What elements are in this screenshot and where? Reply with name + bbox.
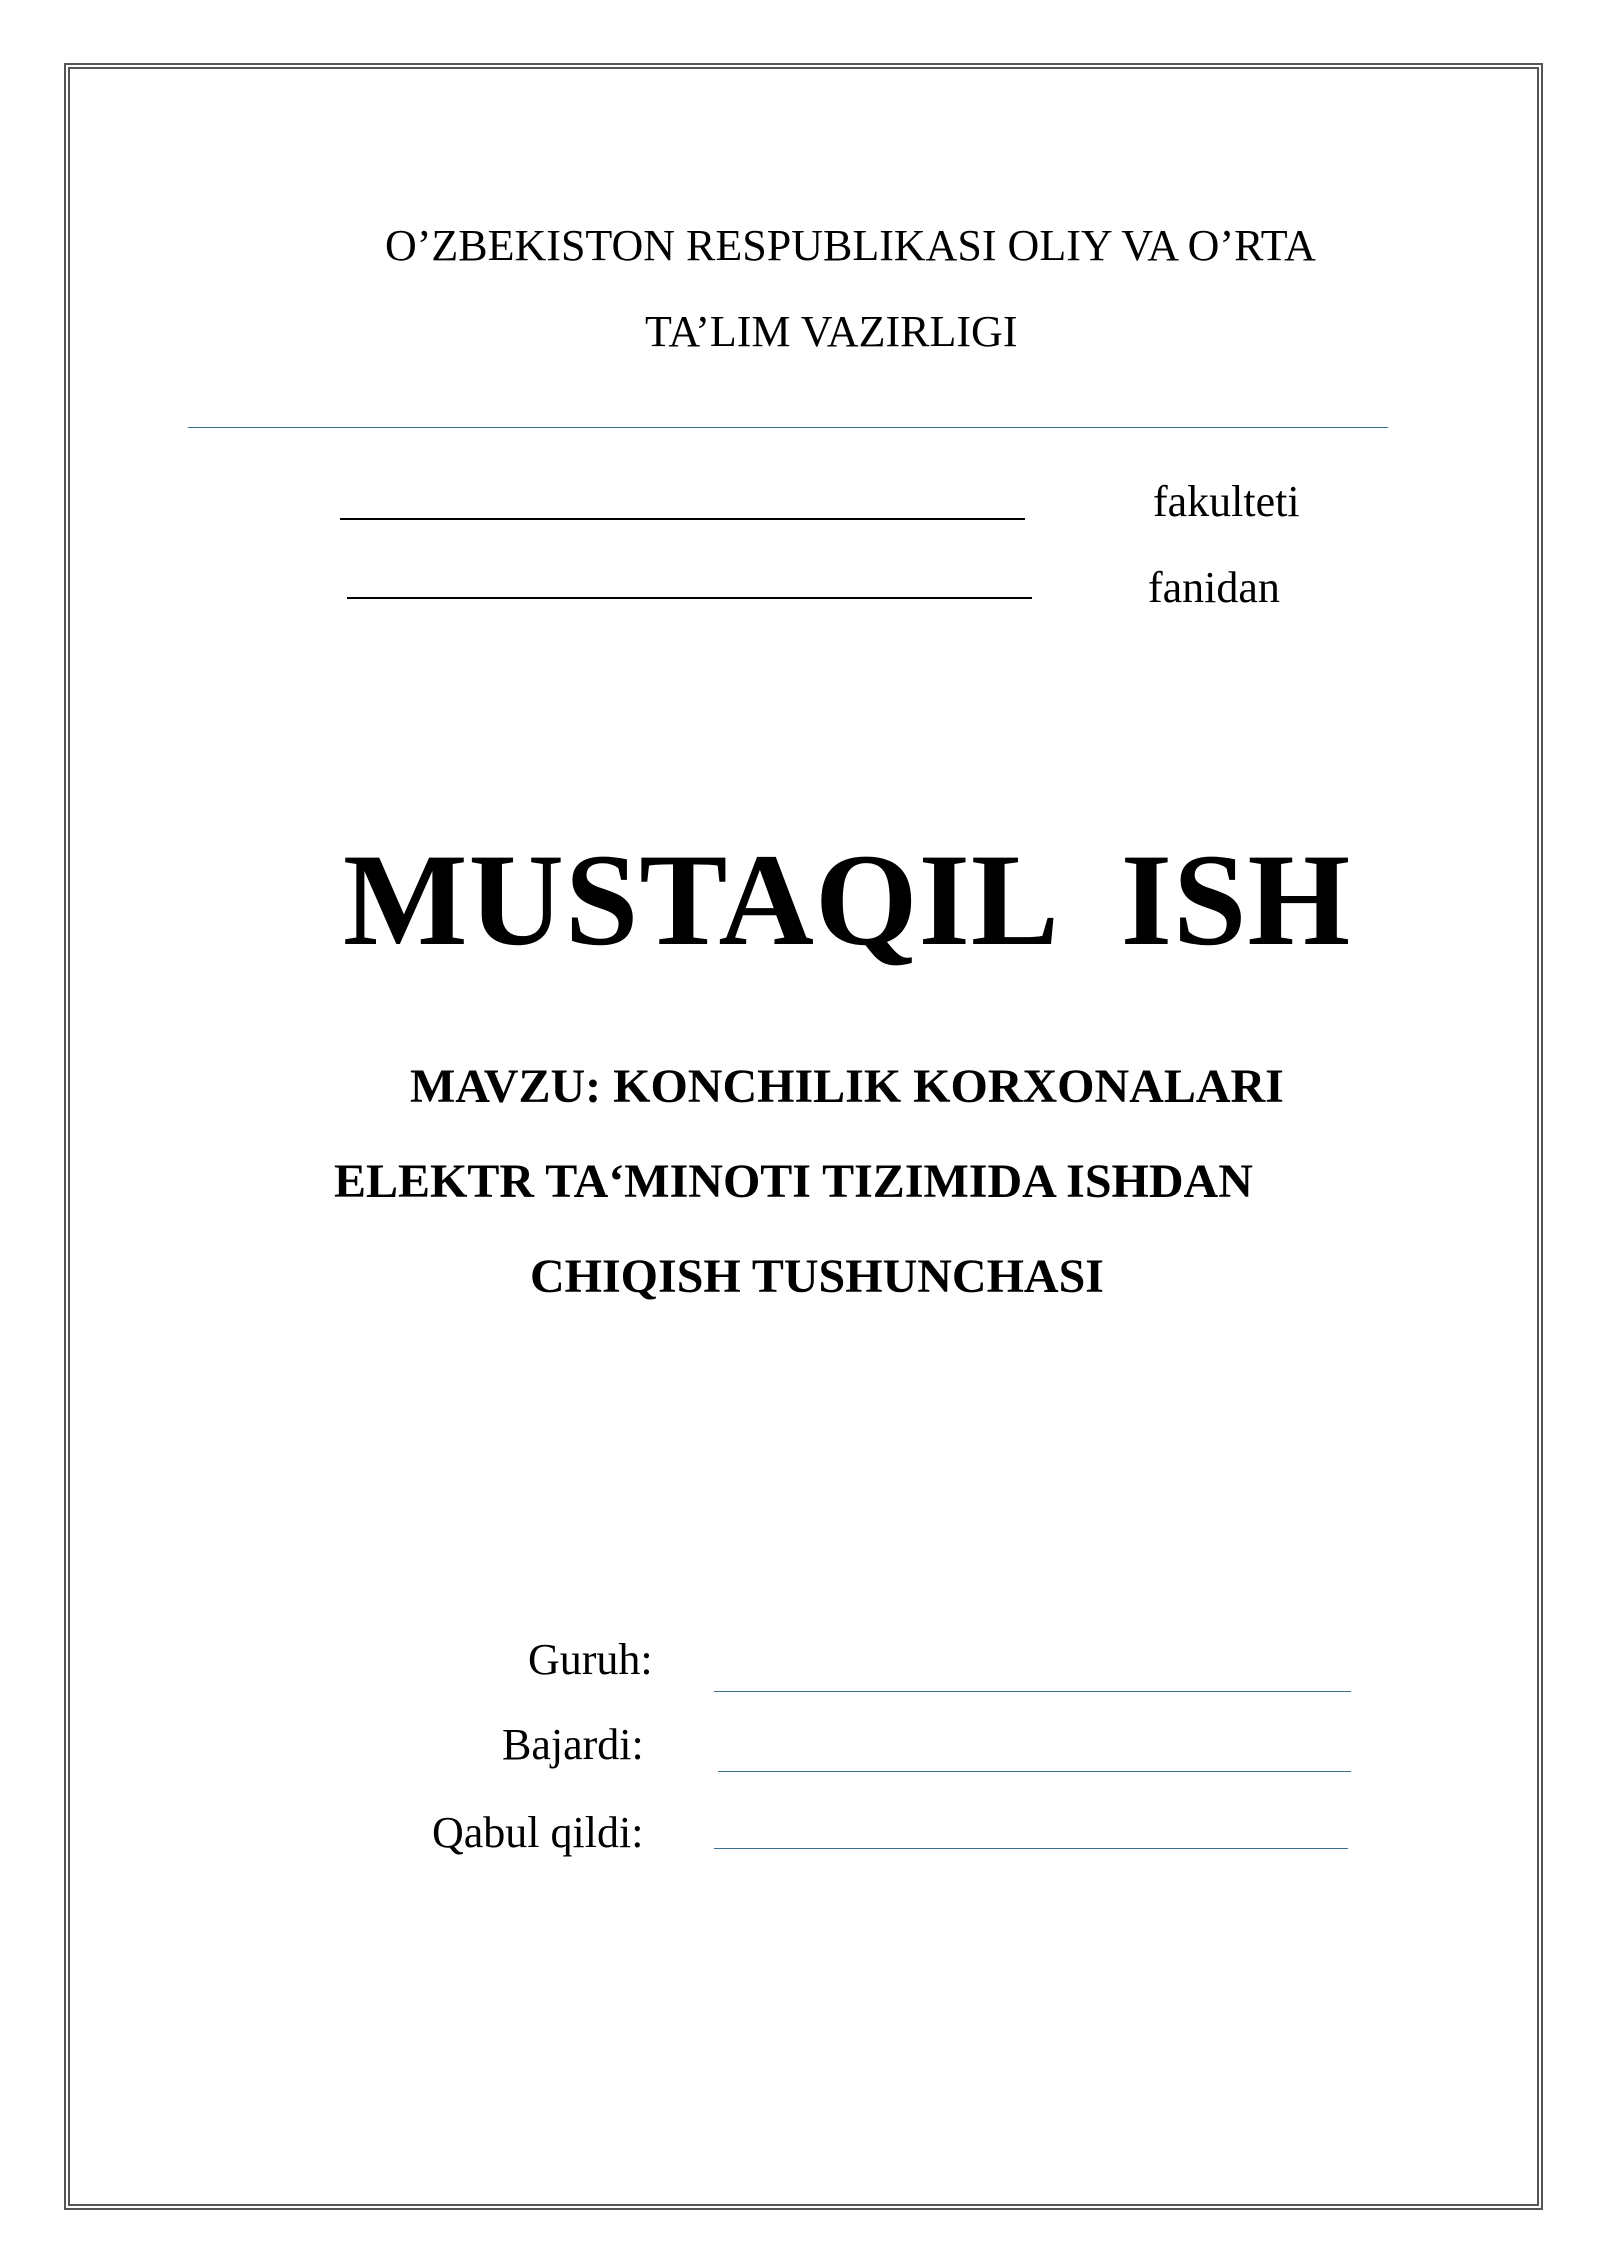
completed-by-label: Bajardi:	[502, 1720, 644, 1769]
header-divider	[188, 427, 1388, 428]
accepted-by-blank-line	[714, 1848, 1348, 1849]
topic-line-2: ELEKTR TA‘MINOTI TIZIMIDA ISHDAN	[334, 1155, 1253, 1208]
topic-line-1: MAVZU: KONCHILIK KORXONALARI	[410, 1060, 1284, 1113]
ministry-name-line-1: O’ZBEKISTON RESPUBLIKASI OLIY VA O’RTA	[385, 221, 1316, 270]
page-border-inner	[68, 67, 1539, 2206]
faculty-label: fakulteti	[1153, 477, 1300, 526]
completed-by-blank-line	[718, 1771, 1351, 1772]
topic-line-3: CHIQISH TUSHUNCHASI	[530, 1250, 1104, 1303]
subject-blank-line	[347, 597, 1032, 599]
subject-label: fanidan	[1148, 563, 1280, 612]
ministry-name-line-2: TA’LIM VAZIRLIGI	[645, 307, 1018, 356]
group-blank-line	[714, 1691, 1351, 1692]
accepted-by-label: Qabul qildi:	[432, 1808, 644, 1857]
group-label: Guruh:	[528, 1635, 653, 1684]
document-title: MUSTAQIL ISH	[343, 826, 1352, 973]
faculty-blank-line	[340, 518, 1025, 520]
